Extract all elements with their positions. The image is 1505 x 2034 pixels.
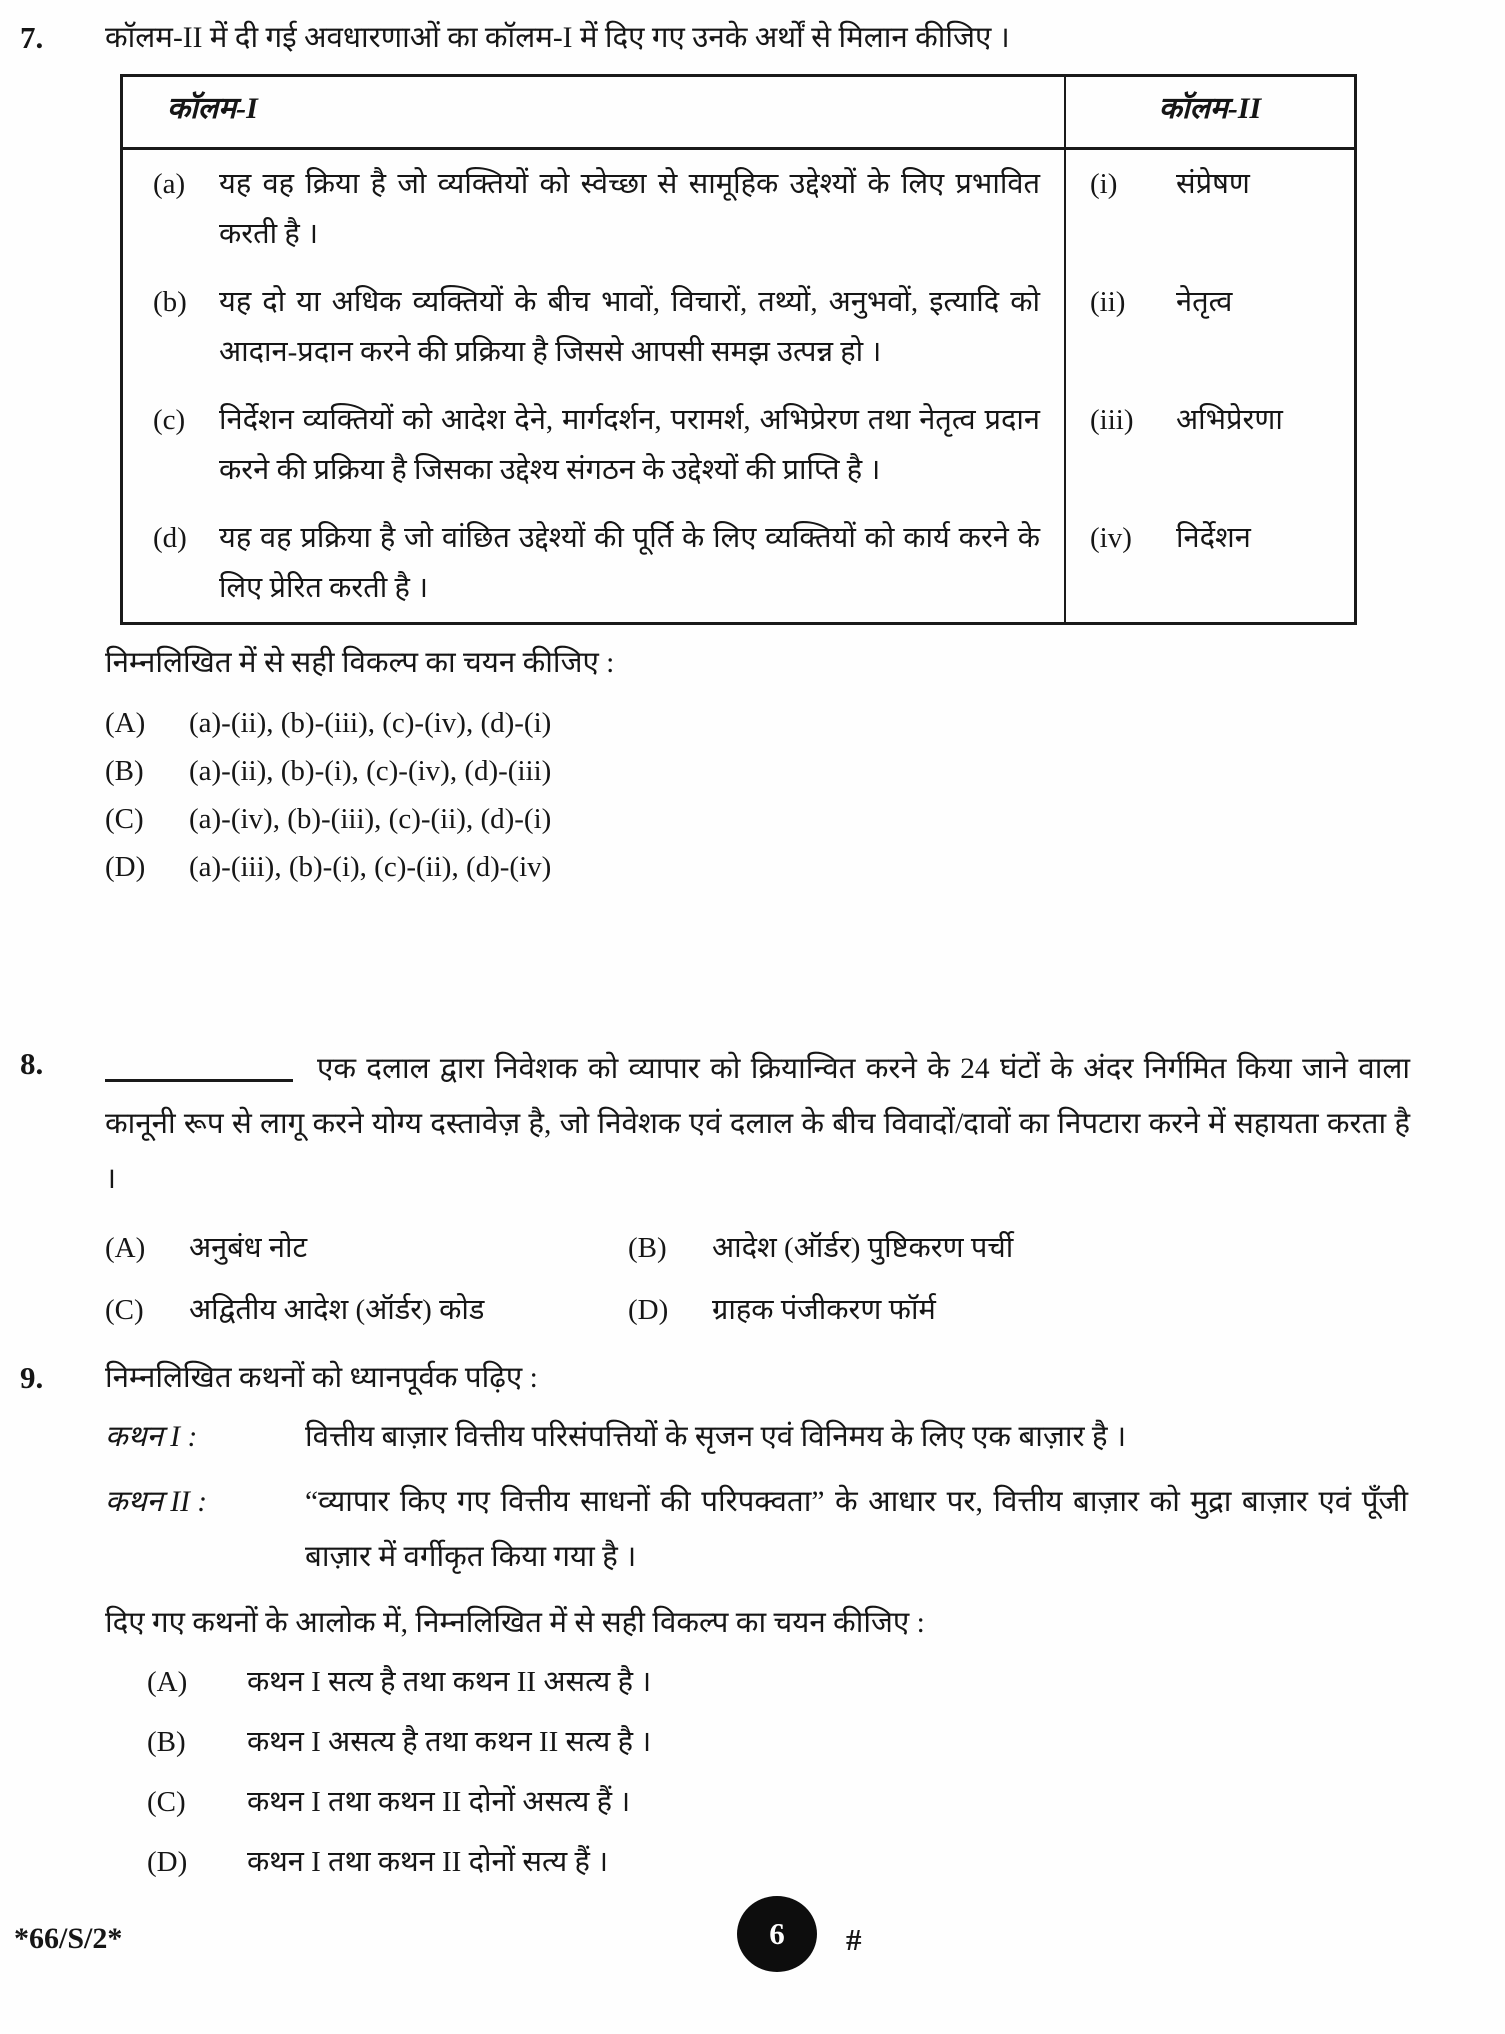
match-cell-iii: [1064, 386, 1354, 504]
statement-text: वित्तीय बाज़ार वित्तीय परिसंपत्तियों के सृजन एवं विनिमय के लिए एक बाज़ार है ।: [305, 1421, 1127, 1453]
match-label: (iii): [1090, 404, 1134, 436]
option-d: [628, 1287, 1410, 1333]
question-number: 8.: [20, 1046, 44, 1081]
option-label: (D): [147, 1846, 188, 1878]
row-label: (c): [153, 404, 186, 436]
question-9: [20, 1356, 1410, 1899]
option-label: (C): [147, 1786, 186, 1818]
match-term: संप्रेषण: [1176, 168, 1250, 200]
question-prompt: एक दलाल द्वारा निवेशक को व्यापार को क्रियान्वित करने के 24 घंटों के अंदर निर्गमित किया जाने वाला कानूनी रूप से लागू करने योग्य दस्तावेज़ है, जो निवेशक एवं दलाल के बीच विवादों/दावों का निपटारा करने में सहायता करता है ।: [105, 1053, 1410, 1195]
row-desc: यह वह प्रक्रिया है जो वांछित उद्देश्यों की पूर्ति के लिए व्यक्तियों को कार्य करने के लिए प्रेरित करती है ।: [219, 522, 1040, 604]
option-a: [105, 699, 1410, 747]
option-text: ग्राहक पंजीकरण फॉर्म: [712, 1294, 936, 1326]
row-label: (a): [153, 168, 186, 200]
option-label: (D): [628, 1294, 669, 1326]
option-label: (B): [105, 755, 144, 787]
match-term: निर्देशन: [1176, 522, 1251, 554]
option-label: (A): [147, 1666, 188, 1698]
question-text: [105, 1042, 1410, 1207]
option-d: [147, 1839, 1410, 1885]
page-number: 6: [769, 1916, 785, 1951]
option-label: (B): [147, 1726, 186, 1758]
option-label: (C): [105, 1294, 144, 1326]
option-label: (D): [105, 851, 146, 883]
row-desc: निर्देशन व्यक्तियों को आदेश देने, मार्गदर्शन, परामर्श, अभिप्रेरण तथा नेतृत्व प्रदान करने की प्रक्रिया है जिसका उद्देश्य संगठन के उद्देश्यों की प्राप्ति है ।: [219, 404, 1040, 486]
statement-1: [105, 1410, 1410, 1465]
option-text: अद्वितीय आदेश (ऑर्डर) कोड: [189, 1294, 485, 1326]
question-prompt: निम्नलिखित कथनों को ध्यानपूर्वक पढ़िए :: [105, 1362, 538, 1394]
option-text: आदेश (ऑर्डर) पुष्टिकरण पर्ची: [712, 1232, 1014, 1264]
statement-text: “व्यापार किए गए वित्तीय साधनों की परिपक्वता” के आधार पर, वित्तीय बाज़ार को मुद्रा बाज़ार एवं पूँजी बाज़ार में वर्गीकृत किया गया है ।: [305, 1486, 1408, 1573]
q7-options: [105, 699, 1410, 891]
statement-2: [105, 1475, 1410, 1585]
column-1-header: कॉलम-I: [123, 77, 1064, 150]
option-a: [105, 1225, 628, 1271]
option-d: [105, 843, 1410, 891]
match-cell-ii: [1064, 268, 1354, 386]
option-c: [105, 1287, 628, 1333]
option-a: [147, 1659, 1410, 1705]
option-b: [628, 1225, 1410, 1271]
option-text: (a)-(ii), (b)-(iii), (c)-(iv), (d)-(i): [189, 707, 552, 739]
option-label: (B): [628, 1232, 667, 1264]
match-label: (i): [1090, 168, 1118, 200]
page-number-badge: [737, 1896, 817, 1972]
option-b: [105, 747, 1410, 795]
option-text: (a)-(iv), (b)-(iii), (c)-(ii), (d)-(i): [189, 803, 552, 835]
table-row-b: [123, 268, 1064, 386]
match-cell-i: [1064, 150, 1354, 268]
option-b: [147, 1719, 1410, 1765]
option-text: (a)-(iii), (b)-(i), (c)-(ii), (d)-(iv): [189, 851, 552, 883]
question-7: [20, 16, 1410, 891]
option-c: [105, 795, 1410, 843]
option-label: (A): [105, 707, 146, 739]
question-number: 9.: [20, 1360, 44, 1395]
match-label: (iv): [1090, 522, 1132, 554]
table-row-a: [123, 150, 1064, 268]
select-option-prompt: निम्नलिखित में से सही विकल्प का चयन कीजिए :: [105, 647, 615, 679]
answer-blank: [105, 1049, 293, 1082]
statement-label: कथन I :: [105, 1421, 198, 1453]
match-cell-iv: [1064, 504, 1354, 622]
option-text: अनुबंध नोट: [189, 1232, 308, 1264]
hash-mark: #: [846, 1922, 862, 1957]
match-term: नेतृत्व: [1176, 286, 1233, 318]
option-c: [147, 1779, 1410, 1825]
match-term: अभिप्रेरणा: [1176, 404, 1283, 436]
option-text: कथन I तथा कथन II दोनों सत्य हैं ।: [247, 1846, 609, 1878]
option-text: कथन I तथा कथन II दोनों असत्य हैं ।: [247, 1786, 631, 1818]
option-label: (C): [105, 803, 144, 835]
question-number: 7.: [20, 20, 44, 55]
statement-label: कथन II :: [105, 1486, 208, 1518]
question-prompt: कॉलम-II में दी गई अवधारणाओं का कॉलम-I में दिए गए उनके अर्थों से मिलान कीजिए ।: [105, 22, 1010, 54]
select-option-prompt: दिए गए कथनों के आलोक में, निम्नलिखित में से सही विकल्प का चयन कीजिए :: [105, 1607, 925, 1639]
paper-code: *66/S/2*: [14, 1922, 123, 1955]
q9-options: [105, 1659, 1410, 1885]
q8-options: [105, 1225, 1410, 1333]
option-label: (A): [105, 1232, 146, 1264]
match-table: [120, 74, 1357, 625]
table-row-d: [123, 504, 1064, 622]
row-desc: यह वह क्रिया है जो व्यक्तियों को स्वेच्छा से सामूहिक उद्देश्यों के लिए प्रभावित करती है ।: [219, 168, 1040, 250]
row-desc: यह दो या अधिक व्यक्तियों के बीच भावों, विचारों, तथ्यों, अनुभवों, इत्यादि को आदान-प्रदान करने की प्रक्रिया है जिससे आपसी समझ उत्पन्न हो ।: [219, 286, 1040, 368]
match-label: (ii): [1090, 286, 1126, 318]
question-8: [20, 1042, 1410, 1333]
row-label: (d): [153, 522, 187, 554]
table-row-c: [123, 386, 1064, 504]
row-label: (b): [153, 286, 187, 318]
column-2-header: कॉलम-II: [1064, 77, 1354, 150]
option-text: कथन I असत्य है तथा कथन II सत्य है ।: [247, 1726, 652, 1758]
option-text: (a)-(ii), (b)-(i), (c)-(iv), (d)-(iii): [189, 755, 552, 787]
option-text: कथन I सत्य है तथा कथन II असत्य है ।: [247, 1666, 652, 1698]
